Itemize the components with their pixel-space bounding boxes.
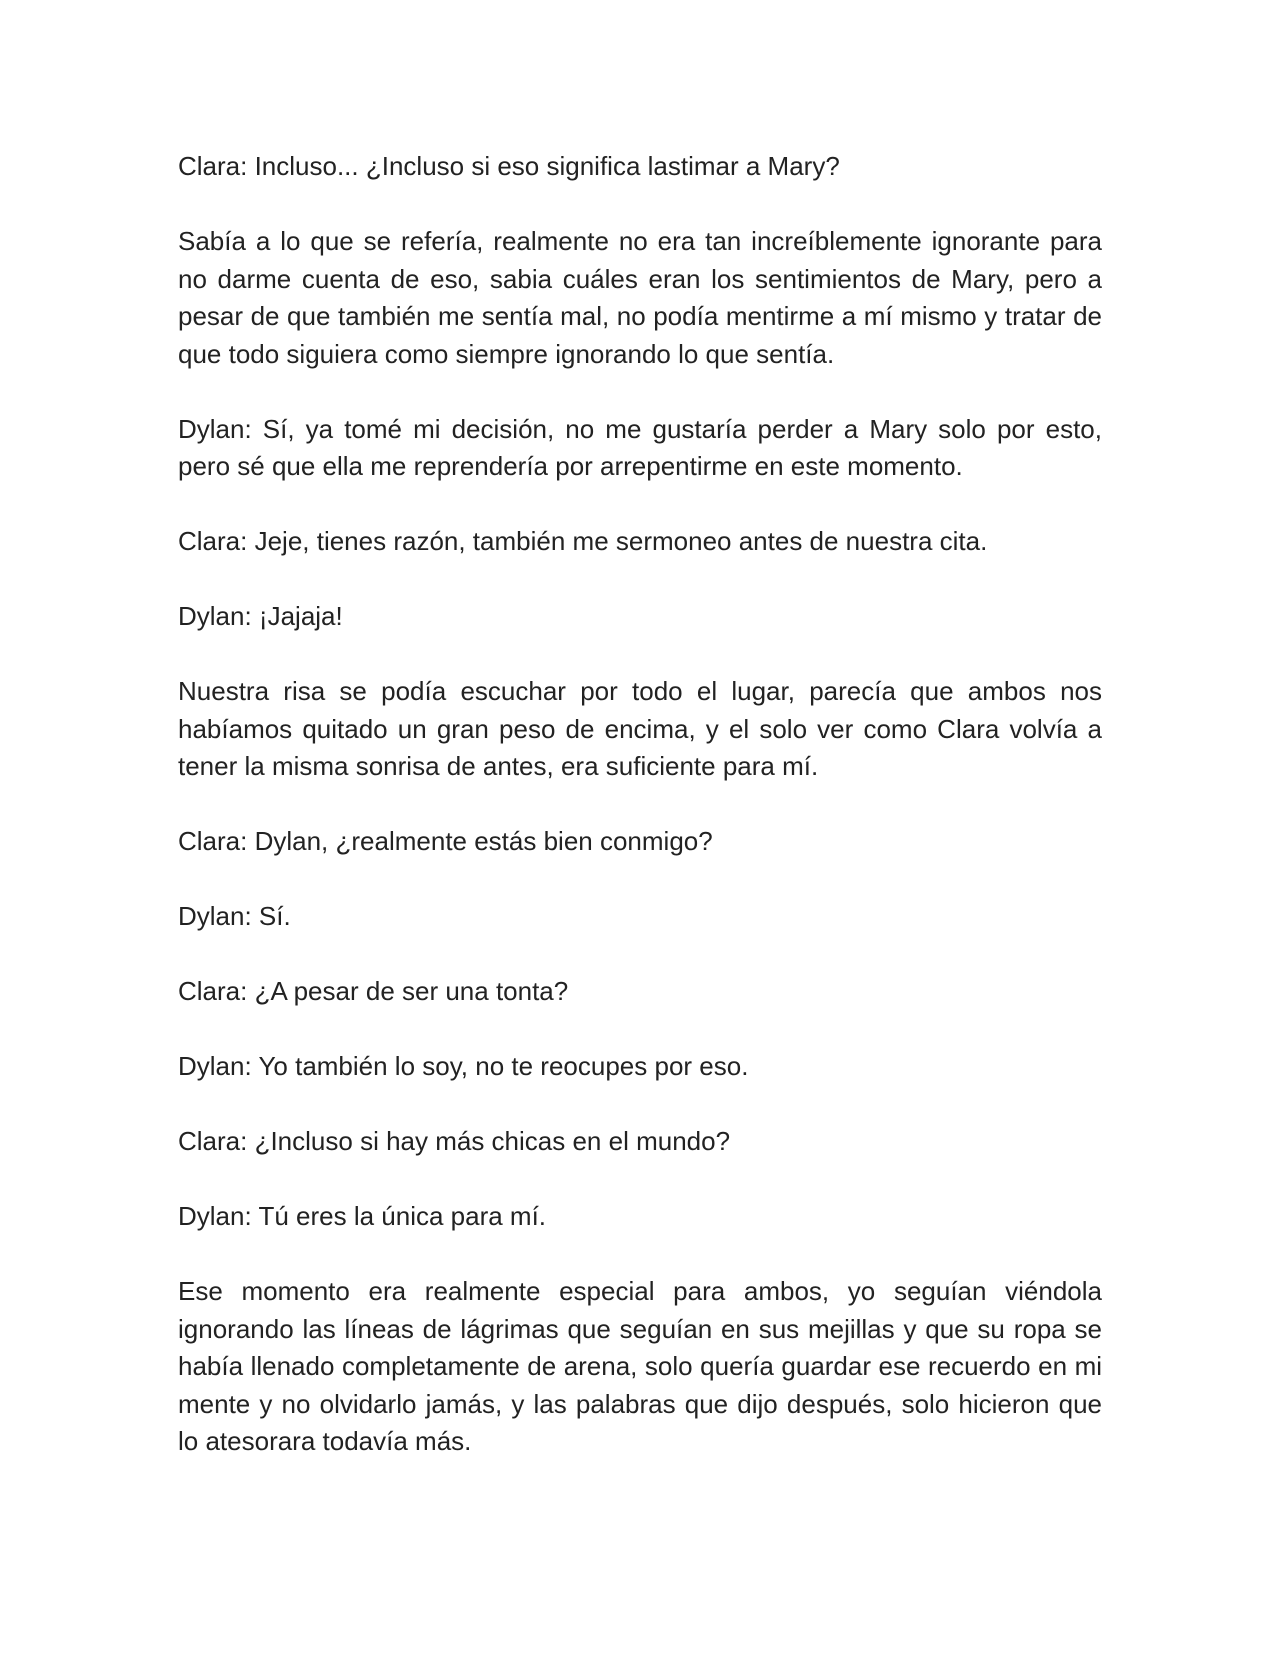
narration-paragraph: Nuestra risa se podía escuchar por todo el lugar, parecía que ambos nos habíamos quitado un gran peso de encima, y el solo ver como Clara volvía a tener la misma sonrisa de antes, era suficiente para mí. [178, 676, 1102, 781]
dialogue-line-clara: Clara: ¿Incluso si hay más chicas en el mundo? [178, 1126, 731, 1156]
dialogue-line-clara: Clara: ¿A pesar de ser una tonta? [178, 976, 569, 1006]
dialogue-line-clara: Clara: Dylan, ¿realmente estás bien conmigo? [178, 826, 713, 856]
dialogue-line-dylan: Dylan: Yo también lo soy, no te reocupes por eso. [178, 1051, 749, 1081]
dialogue-line-dylan: Dylan: ¡Jajaja! [178, 601, 343, 631]
document-page [178, 148, 1102, 1498]
dialogue-line-dylan: Dylan: Tú eres la única para mí. [178, 1201, 547, 1231]
narration-paragraph: Sabía a lo que se refería, realmente no era tan increíblemente ignorante para no darme cuenta de eso, sabia cuáles eran los sentimientos de Mary, pero a pesar de que también me sentía mal, no podía mentirme a mí mismo y tratar de que todo siguiera como siempre ignorando lo que sentía. [178, 226, 1102, 369]
dialogue-line-dylan: Dylan: Sí. [178, 901, 291, 931]
dialogue-line-clara: Clara: Jeje, tienes razón, también me sermoneo antes de nuestra cita. [178, 526, 988, 556]
dialogue-line-dylan: Dylan: Sí, ya tomé mi decisión, no me gustaría perder a Mary solo por esto, pero sé que ella me reprendería por arrepentirme en este momento. [178, 413, 1102, 481]
dialogue-line-clara: Clara: Incluso... ¿Incluso si eso significa lastimar a Mary? [178, 151, 840, 181]
narration-paragraph: Ese momento era realmente especial para ambos, yo seguían viéndola ignorando las líneas de lágrimas que seguían en sus mejillas y que su ropa se había llenado completamente de arena, solo quería guardar ese recuerdo en mi mente y no olvidarlo jamás, y las palabras que dijo después, solo hicieron que lo atesorara todavía más. [178, 1276, 1102, 1456]
